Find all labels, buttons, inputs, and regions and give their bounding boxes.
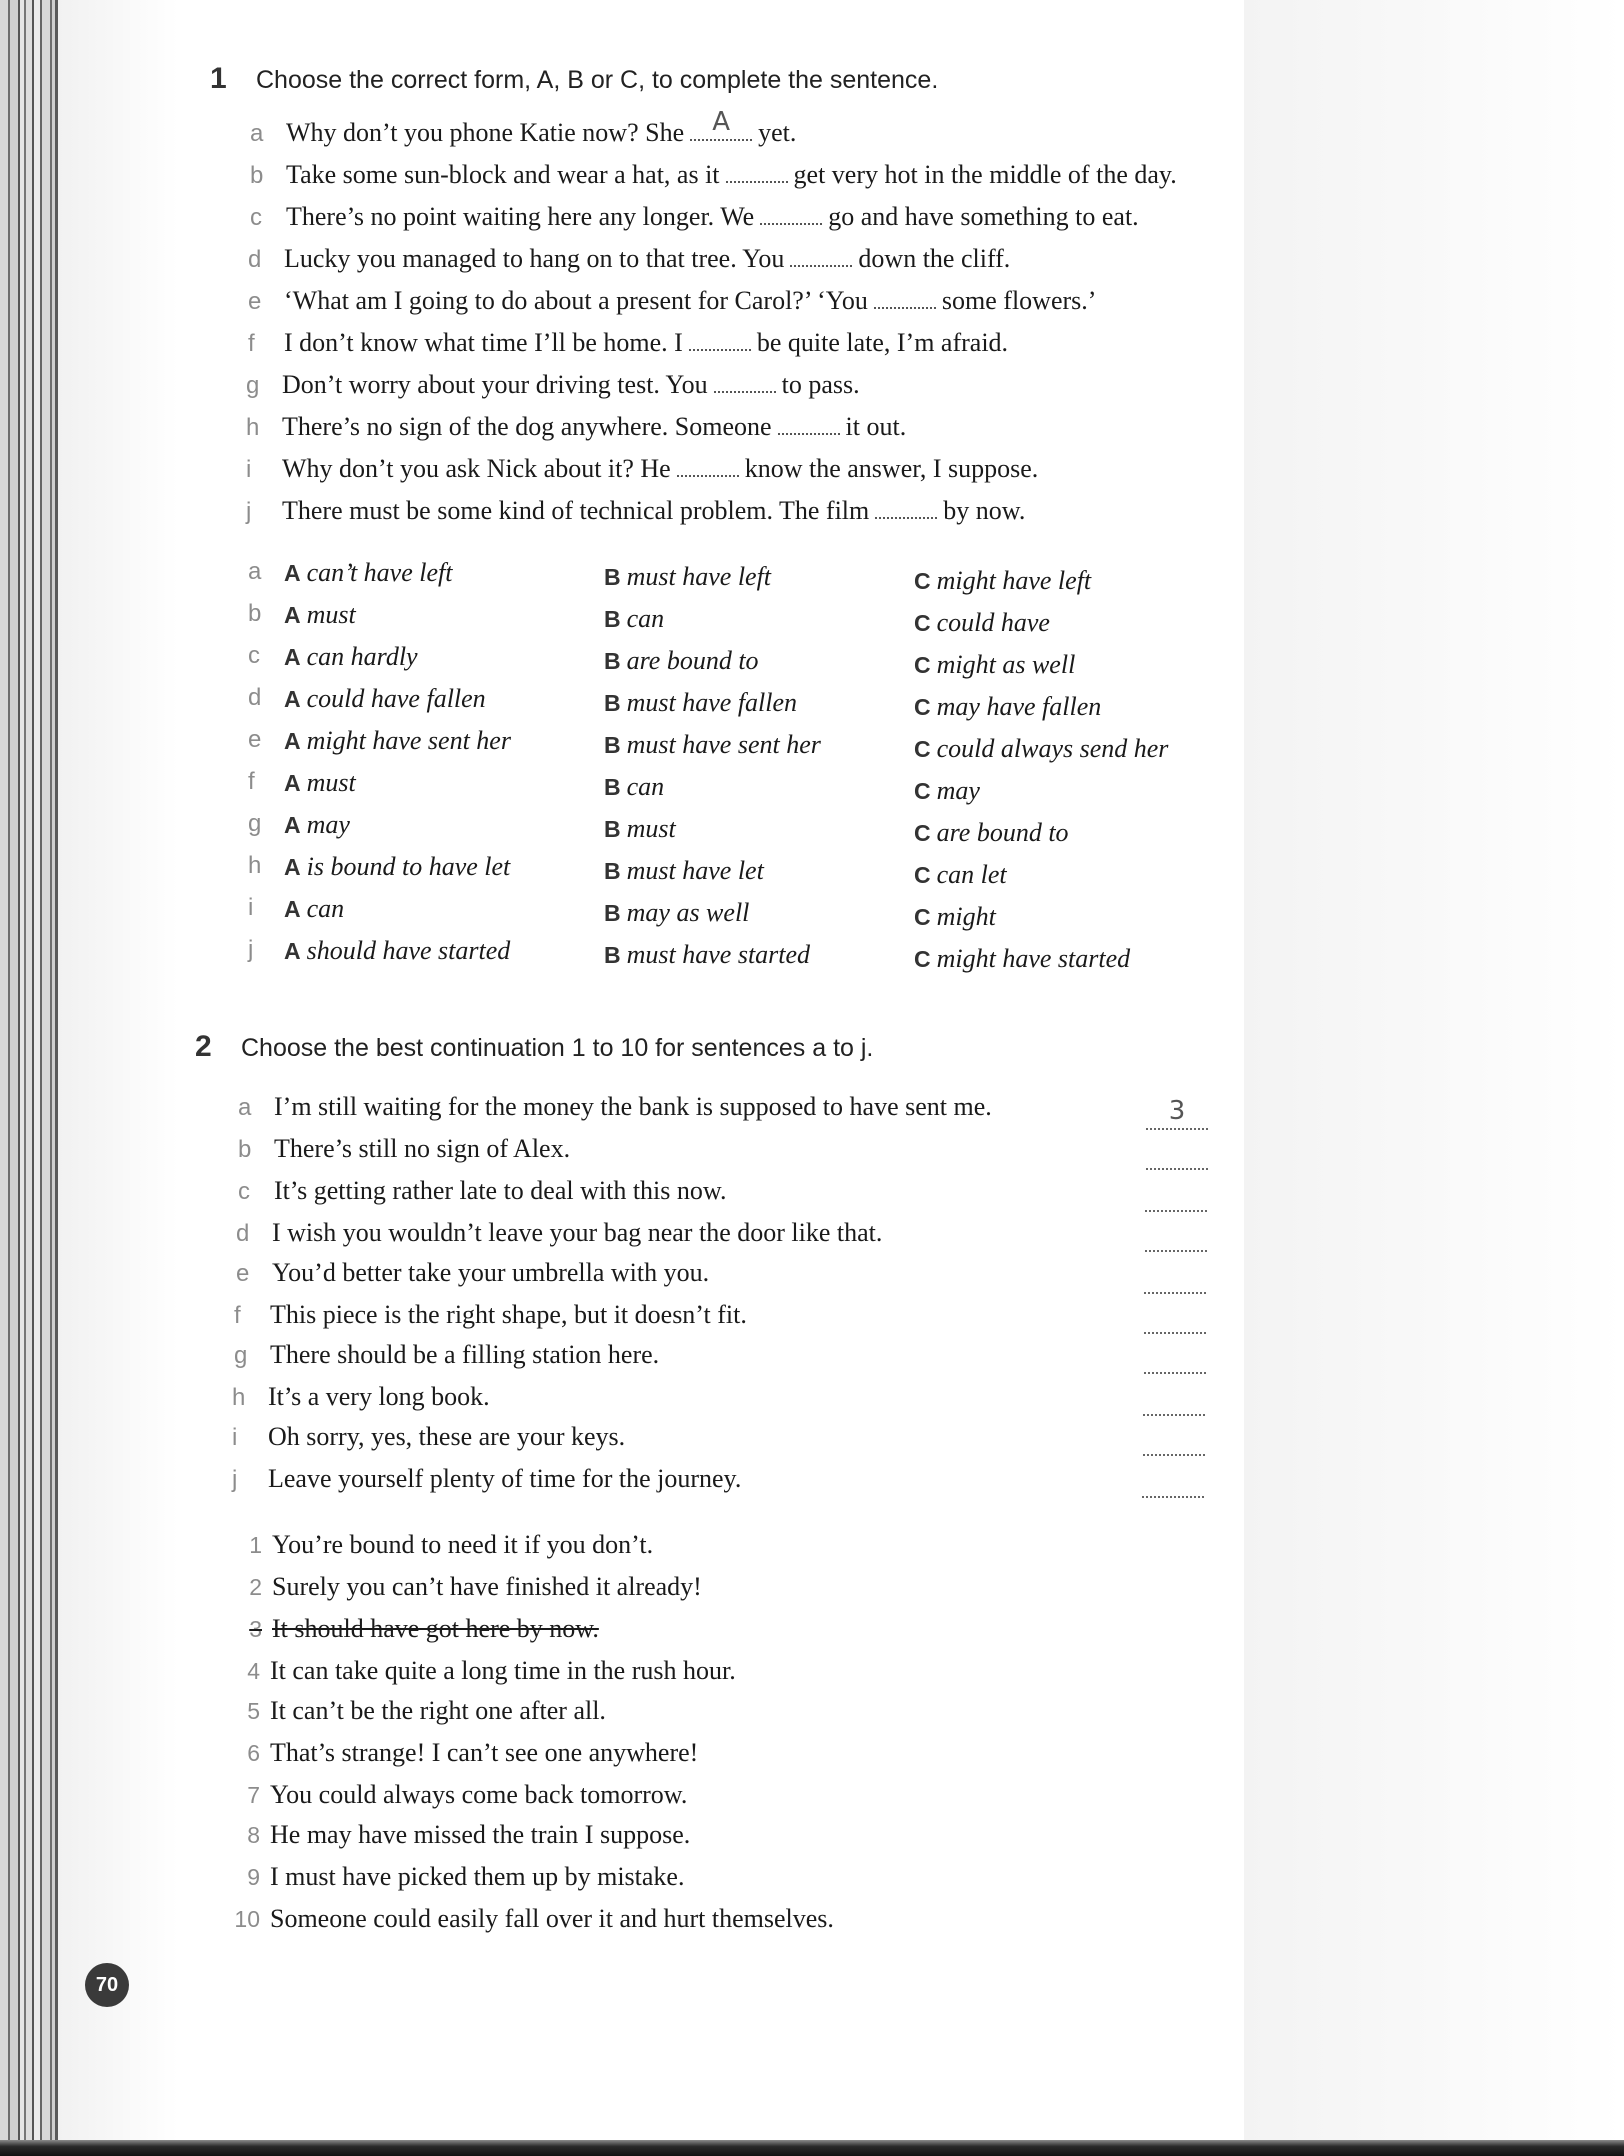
continuation-number: 7 [247, 1782, 260, 1808]
continuation-text: It should have got here by now. [272, 1614, 599, 1643]
sentence-text-after: yet. [758, 118, 797, 147]
option-b[interactable] [604, 772, 664, 802]
option-b[interactable] [604, 814, 676, 844]
page-number-badge: 70 [85, 1963, 129, 2007]
continuation-number: 1 [249, 1532, 262, 1558]
option-b[interactable] [604, 856, 764, 886]
option-b[interactable] [604, 940, 810, 970]
answer-blank[interactable] [714, 371, 776, 393]
continuation-item [224, 1904, 834, 1934]
sentence-row [232, 1422, 625, 1452]
option-row-letter: i [248, 894, 254, 921]
sentence-text: This piece is the right shape, but it doesn’t fit. [270, 1300, 747, 1329]
answer-blank[interactable] [690, 107, 752, 141]
answer-value: A [712, 107, 731, 137]
option-key: C [914, 778, 931, 804]
sentence-text: I wish you wouldn’t leave your bag near the door like that. [272, 1218, 883, 1247]
continuation-text: That’s strange! I can’t see one anywhere! [270, 1738, 699, 1767]
answer-blank[interactable] [875, 497, 937, 519]
option-b[interactable] [604, 688, 797, 718]
option-text: must have sent her [626, 730, 821, 759]
option-key: C [914, 862, 931, 888]
sentence-text-after: get very hot in the middle of the day. [793, 160, 1177, 189]
exercise-1-heading [210, 62, 938, 96]
answer-blank[interactable] [677, 455, 739, 477]
answer-blank[interactable] [1142, 1478, 1204, 1498]
book-page-edges [0, 0, 58, 2140]
option-key: A [284, 812, 301, 838]
option-text: are bound to [626, 646, 759, 675]
item-letter: a [238, 1094, 252, 1121]
continuation-number: 8 [247, 1822, 260, 1848]
continuation-item [226, 1530, 653, 1560]
option-text: are bound to [936, 818, 1069, 847]
option-key: B [604, 858, 621, 884]
sentence-text-after: down the cliff. [858, 244, 1011, 273]
sentence-row [246, 412, 906, 442]
option-row-letter: a [248, 558, 262, 585]
option-text: may [306, 810, 350, 839]
continuation-item [224, 1820, 690, 1850]
sentence-text: There should be a filling station here. [270, 1340, 660, 1369]
option-key: A [284, 896, 301, 922]
sentence-row [236, 1218, 882, 1248]
continuation-text: Someone could easily fall over it and hurt themselves. [270, 1904, 834, 1933]
option-row-letter: h [248, 852, 262, 879]
continuation-number: 6 [247, 1740, 260, 1766]
option-key: B [604, 564, 621, 590]
sentence-text-before: There’s no point waiting here any longer. We [286, 202, 755, 231]
continuation-number: 5 [247, 1698, 260, 1724]
scanner-bottom-edge [0, 2140, 1624, 2156]
continuation-number: 10 [234, 1906, 260, 1932]
option-text: can [626, 772, 665, 801]
answer-blank[interactable] [1143, 1436, 1205, 1456]
option-c[interactable] [914, 944, 1130, 974]
option-key: C [914, 904, 931, 930]
answer-blank[interactable] [1144, 1354, 1206, 1374]
option-key: A [284, 854, 301, 880]
page-right-shading [1244, 0, 1624, 2140]
answer-blank[interactable] [778, 413, 840, 435]
option-row-letter: d [248, 684, 262, 711]
item-letter: g [234, 1342, 248, 1369]
item-letter: c [238, 1178, 250, 1205]
option-key: C [914, 568, 931, 594]
option-a[interactable] [284, 642, 418, 672]
option-text: can [626, 604, 665, 633]
sentence-row [234, 1300, 747, 1330]
option-key: C [914, 736, 931, 762]
option-a[interactable] [284, 558, 452, 588]
sentence-row [250, 107, 797, 148]
option-key: C [914, 610, 931, 636]
sentence-text-after: go and have something to eat. [828, 202, 1139, 231]
option-c[interactable] [914, 566, 1091, 596]
option-a[interactable] [284, 810, 350, 840]
option-row-letter: b [248, 600, 262, 627]
option-row-letter: f [248, 768, 255, 795]
continuation-text: Surely you can’t have finished it already! [272, 1572, 702, 1601]
sentence-text-after: to pass. [781, 370, 860, 399]
sentence-text: It’s a very long book. [268, 1382, 490, 1411]
sentence-row [246, 370, 860, 400]
option-a[interactable] [284, 768, 356, 798]
answer-blank[interactable] [874, 287, 936, 309]
exercise-2-number: 2 [195, 1030, 212, 1063]
option-c[interactable] [914, 860, 1007, 890]
sentence-row [248, 244, 1010, 274]
sentence-row [248, 286, 1096, 316]
continuation-item [224, 1738, 698, 1768]
sentence-text-before: Take some sun-block and wear a hat, as it [286, 160, 720, 189]
exercise-1-instruction: Choose the correct form, A, B or C, to complete the sentence. [256, 66, 939, 94]
sentence-text-after: it out. [845, 412, 907, 441]
option-key: B [604, 774, 621, 800]
option-text: may as well [626, 898, 750, 927]
option-text: can [306, 894, 345, 923]
answer-blank[interactable] [726, 161, 788, 183]
option-c[interactable] [914, 818, 1069, 848]
continuation-text: You’re bound to need it if you don’t. [272, 1530, 654, 1559]
sentence-row [232, 1382, 490, 1412]
sentence-row [238, 1134, 570, 1164]
option-key: C [914, 694, 931, 720]
option-text: must [626, 814, 676, 843]
option-a[interactable] [284, 852, 510, 882]
item-letter: g [246, 372, 260, 399]
continuation-number: 2 [249, 1574, 262, 1600]
continuation-item [226, 1572, 702, 1602]
continuation-text: It can take quite a long time in the rush hour. [270, 1656, 736, 1685]
option-text: may [936, 776, 980, 805]
option-key: C [914, 820, 931, 846]
option-key: A [284, 686, 301, 712]
option-key: A [284, 644, 301, 670]
option-key: A [284, 770, 301, 796]
option-text: must [306, 600, 356, 629]
item-letter: i [246, 456, 252, 483]
option-b[interactable] [604, 604, 664, 634]
answer-blank[interactable] [1145, 1232, 1207, 1252]
item-letter: d [248, 246, 262, 273]
option-key: B [604, 900, 621, 926]
option-text: might have left [936, 566, 1092, 595]
option-a[interactable] [284, 726, 511, 756]
sentence-text: Leave yourself plenty of time for the journey. [268, 1464, 742, 1493]
answer-value: 3 [1168, 1096, 1186, 1126]
answer-blank[interactable] [790, 245, 852, 267]
continuation-text: He may have missed the train I suppose. [270, 1820, 691, 1849]
option-b[interactable] [604, 646, 759, 676]
option-text: could have fallen [306, 684, 486, 713]
option-key: B [604, 942, 621, 968]
sentence-text-before: Don’t worry about your driving test. You [282, 370, 708, 399]
option-text: is bound to have let [306, 852, 511, 881]
option-text: must have fallen [626, 688, 798, 717]
option-c[interactable] [914, 608, 1050, 638]
option-key: A [284, 560, 301, 586]
option-text: could have [936, 608, 1050, 637]
item-letter: b [238, 1136, 252, 1163]
sentence-row [246, 454, 1038, 484]
continuation-item [224, 1696, 606, 1726]
sentence-text-before: There must be some kind of technical problem. The film [282, 496, 870, 525]
option-c[interactable] [914, 650, 1075, 680]
continuation-item [224, 1862, 684, 1892]
item-letter: f [234, 1302, 241, 1329]
sentence-text: It’s getting rather late to deal with this now. [274, 1176, 727, 1205]
sentence-text-before: Why don’t you ask Nick about it? He [282, 454, 671, 483]
item-letter: f [248, 330, 255, 357]
sentence-text: I’m still waiting for the money the bank is supposed to have sent me. [274, 1092, 992, 1121]
option-text: can’t have left [306, 558, 453, 587]
sentence-row [238, 1092, 992, 1122]
option-text: must have started [626, 940, 811, 969]
item-letter: d [236, 1220, 250, 1247]
option-key: C [914, 946, 931, 972]
continuation-text: It can’t be the right one after all. [270, 1696, 606, 1725]
sentence-row [250, 160, 1177, 190]
option-key: B [604, 816, 621, 842]
option-key: C [914, 652, 931, 678]
answer-blank[interactable] [1143, 1396, 1205, 1416]
option-key: B [604, 732, 621, 758]
option-text: can hardly [306, 642, 418, 671]
sentence-text: Oh sorry, yes, these are your keys. [268, 1422, 626, 1451]
option-key: B [604, 648, 621, 674]
sentence-text: You’d better take your umbrella with you. [272, 1258, 710, 1287]
continuation-item [224, 1780, 687, 1810]
sentence-row [232, 1464, 741, 1494]
sentence-text-after: some flowers.’ [941, 286, 1097, 315]
continuation-text: I must have picked them up by mistake. [270, 1862, 685, 1891]
option-text: might have started [936, 944, 1131, 973]
item-letter: c [250, 204, 262, 231]
option-a[interactable] [284, 894, 344, 924]
option-text: must [306, 768, 356, 797]
sentence-text-after: by now. [943, 496, 1026, 525]
sentence-text-before: Why don’t you phone Katie now? She [286, 118, 685, 147]
option-c[interactable] [914, 692, 1101, 722]
continuation-number: 4 [247, 1658, 260, 1684]
answer-blank[interactable] [1146, 1150, 1208, 1170]
option-a[interactable] [284, 600, 356, 630]
sentence-text-after: be quite late, I’m afraid. [756, 328, 1009, 357]
sentence-text-after: know the answer, I suppose. [744, 454, 1039, 483]
item-letter: j [246, 498, 252, 525]
continuation-number: 9 [247, 1864, 260, 1890]
exercise-2-heading [195, 1030, 873, 1064]
item-letter: h [246, 414, 260, 441]
option-a[interactable] [284, 936, 510, 966]
answer-blank[interactable] [1146, 1096, 1208, 1130]
sentence-row [248, 328, 1008, 358]
sentence-text-before: I don’t know what time I’ll be home. I [284, 328, 683, 357]
item-letter: j [232, 1466, 238, 1493]
option-row-letter: j [248, 936, 254, 963]
option-text: must have left [626, 562, 772, 591]
option-key: A [284, 938, 301, 964]
continuation-item [226, 1614, 599, 1644]
option-row-letter: e [248, 726, 262, 753]
option-key: A [284, 602, 301, 628]
continuation-number: 3 [249, 1616, 262, 1642]
item-letter: i [232, 1424, 238, 1451]
option-key: B [604, 606, 621, 632]
option-text: can let [936, 860, 1007, 889]
sentence-text-before: There’s no sign of the dog anywhere. Someone [282, 412, 772, 441]
continuation-text: You could always come back tomorrow. [270, 1780, 688, 1809]
option-a[interactable] [284, 684, 486, 714]
answer-blank[interactable] [1144, 1274, 1206, 1294]
option-row-letter: g [248, 810, 262, 837]
item-letter: e [236, 1260, 250, 1287]
item-letter: e [248, 288, 262, 315]
sentence-text-before: Lucky you managed to hang on to that tree. You [284, 244, 785, 273]
sentence-text: There’s still no sign of Alex. [274, 1134, 571, 1163]
exercise-2-instruction: Choose the best continuation 1 to 10 for sentences a to j. [241, 1034, 874, 1062]
option-text: should have started [306, 936, 511, 965]
exercise-1-number: 1 [210, 62, 227, 95]
sentence-row [234, 1340, 659, 1370]
option-text: could always send her [936, 734, 1169, 763]
item-letter: a [250, 120, 264, 147]
option-b[interactable] [604, 562, 771, 592]
option-text: might [936, 902, 996, 931]
option-key: A [284, 728, 301, 754]
answer-blank[interactable] [760, 203, 822, 225]
option-row-letter: c [248, 642, 260, 669]
option-c[interactable] [914, 776, 980, 806]
page-gutter-shadow [58, 0, 178, 2140]
sentence-row [250, 202, 1139, 232]
option-b[interactable] [604, 730, 821, 760]
item-letter: b [250, 162, 264, 189]
answer-blank[interactable] [1145, 1192, 1207, 1212]
option-c[interactable] [914, 902, 996, 932]
option-b[interactable] [604, 898, 749, 928]
sentence-row [246, 496, 1025, 526]
answer-blank[interactable] [1144, 1314, 1206, 1334]
sentence-row [238, 1176, 727, 1206]
option-text: must have let [626, 856, 764, 885]
option-key: B [604, 690, 621, 716]
continuation-item [224, 1656, 736, 1686]
option-text: might have sent her [306, 726, 511, 755]
sentence-text-before: ‘What am I going to do about a present for Carol?’ ‘You [284, 286, 868, 315]
option-text: might as well [936, 650, 1076, 679]
option-text: may have fallen [936, 692, 1102, 721]
item-letter: h [232, 1384, 246, 1411]
option-c[interactable] [914, 734, 1168, 764]
sentence-row [236, 1258, 709, 1288]
answer-blank[interactable] [689, 329, 751, 351]
